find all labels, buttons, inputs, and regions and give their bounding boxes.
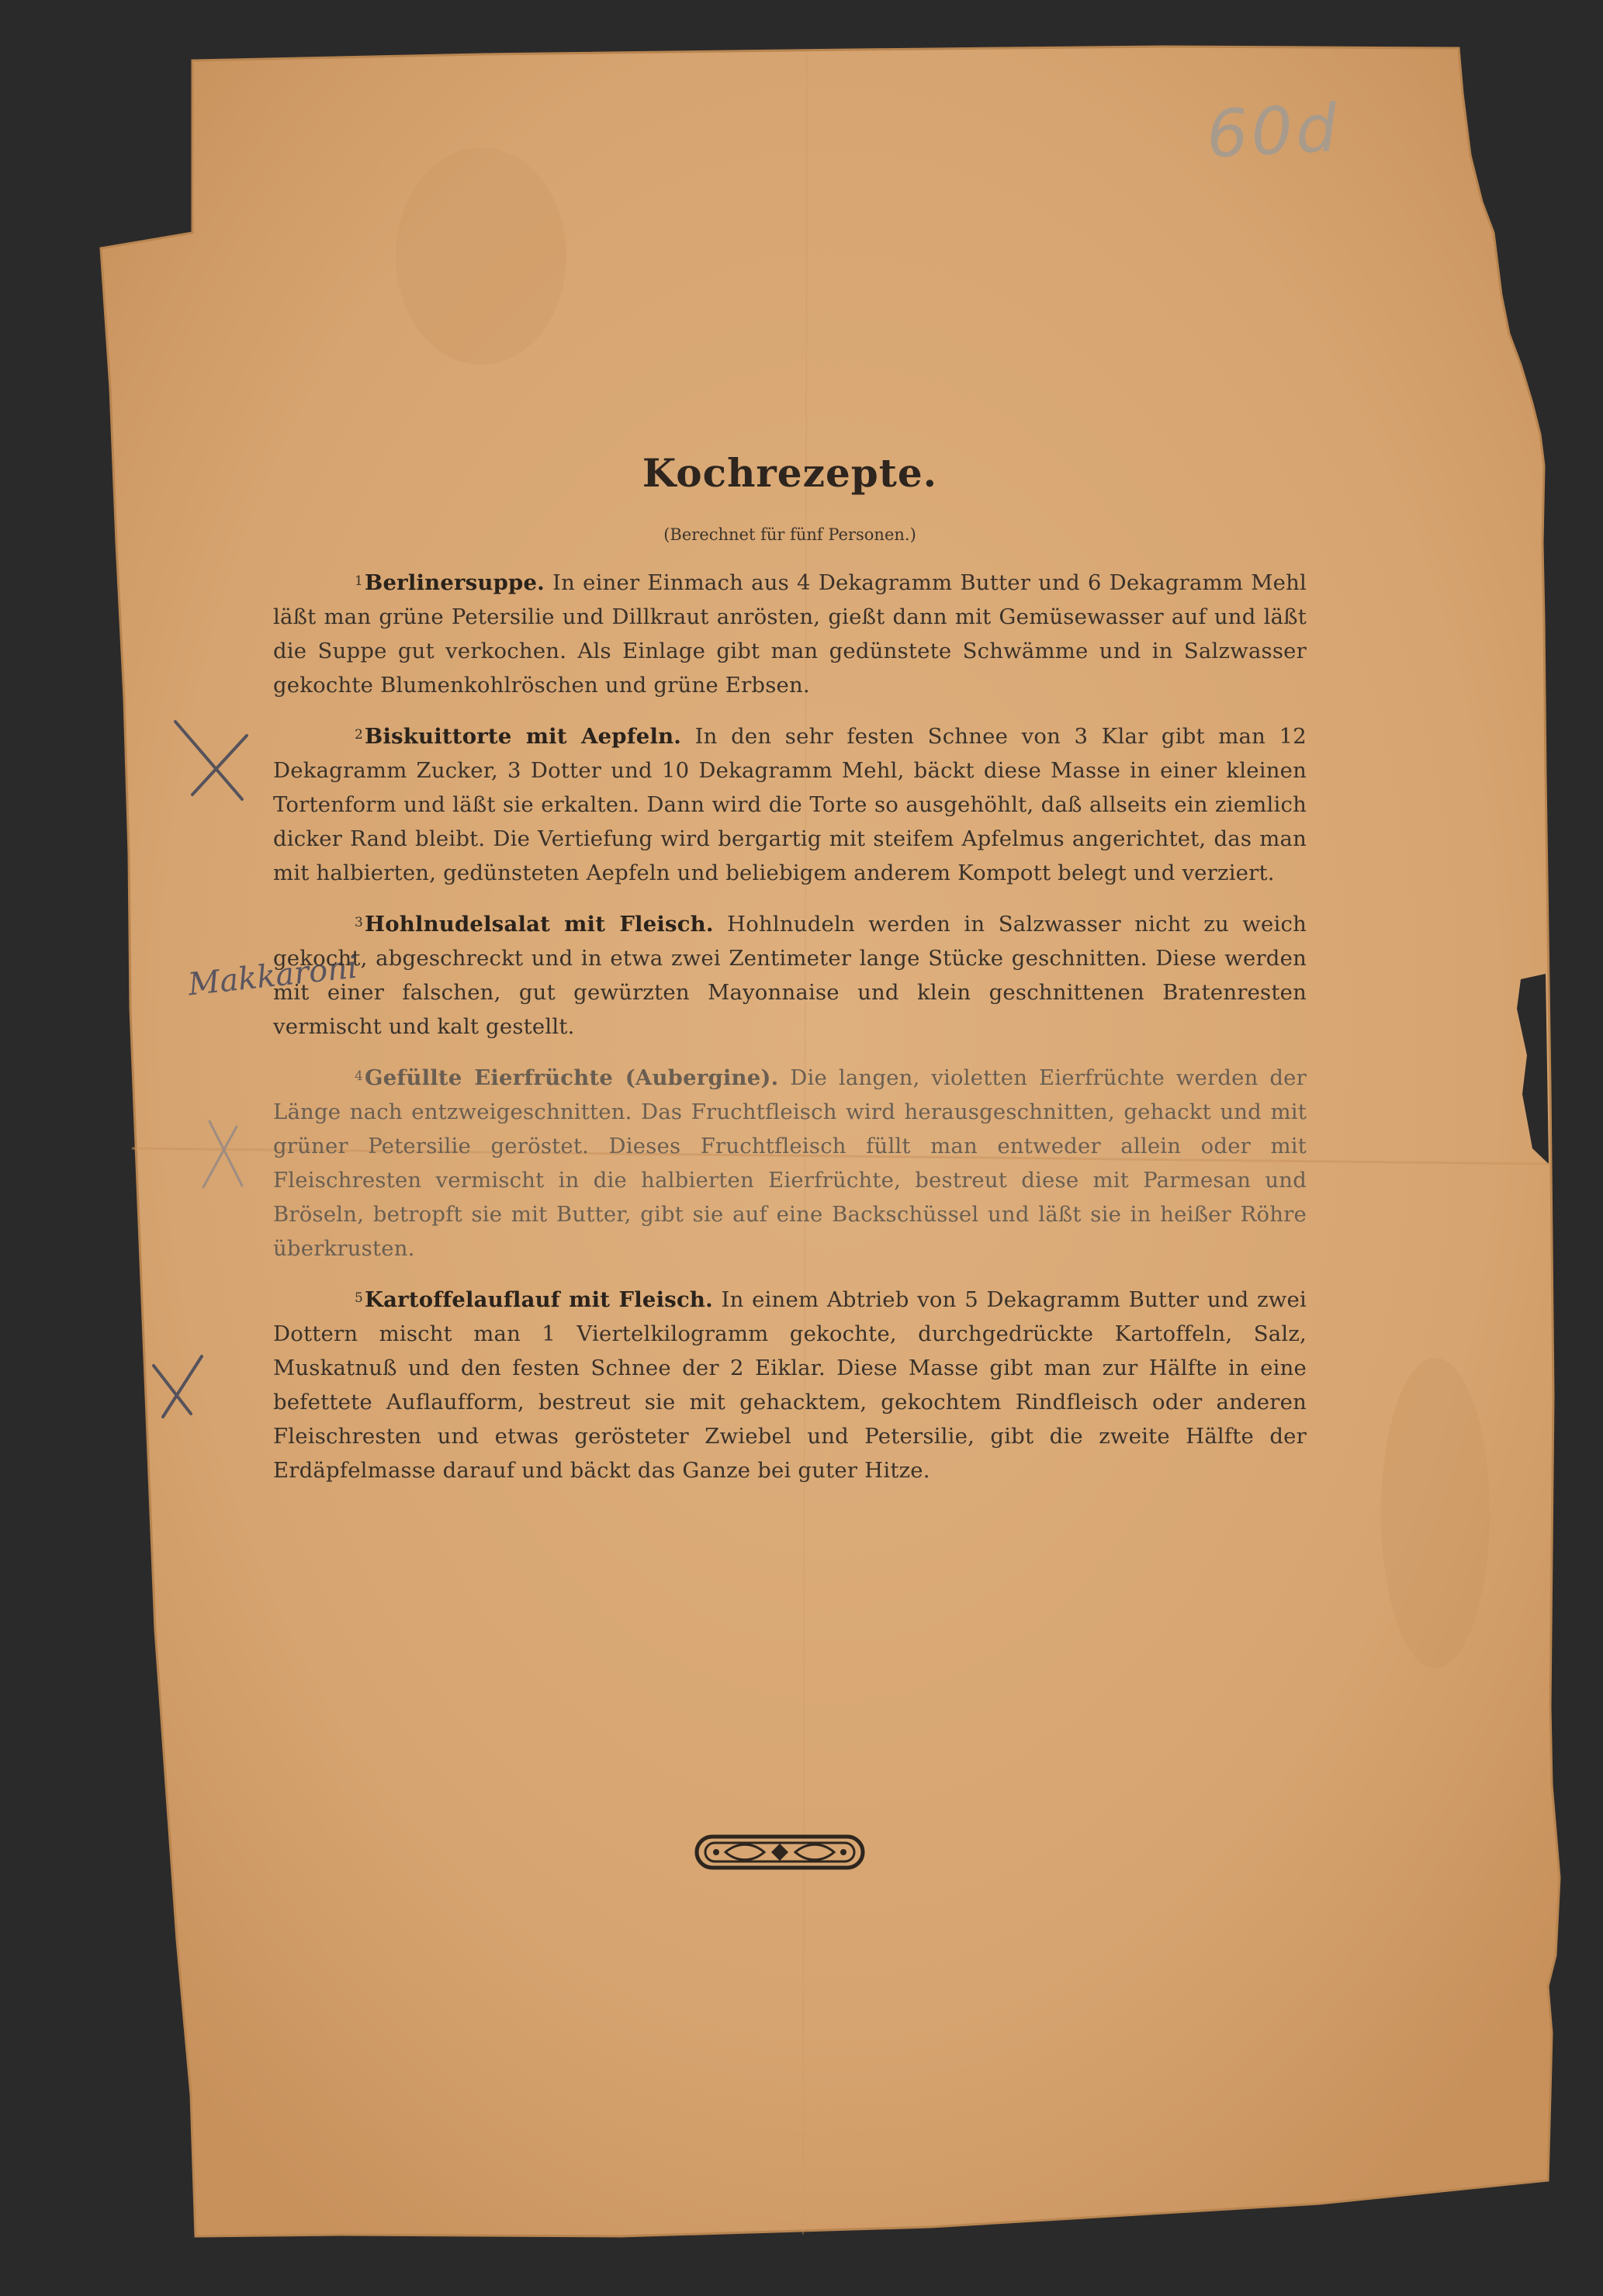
recipe-paragraph [273,566,1307,702]
recipe-title: Kartoffelauflauf mit Fleisch. [365,1287,713,1312]
ornament-icon [694,1834,865,1870]
recipe-paragraph [273,1283,1307,1487]
recipe-number: 3 [355,915,364,930]
recipe-text: In einem Abtrieb von 5 Dekagramm Butter und zwei Dottern mischt man 1 Viertelkilogramm gekochte, durchgedrückte Kartoffeln, Salz, Muskatnuß und den festen Schnee der 2 Eiklar. Diese Masse gibt man zur Hälfte in eine befettete Auflaufform, bestreut sie mit gehacktem, gekochtem Rindfleisch oder anderen Fleischresten und etwas gerösteter Zwiebel und Petersilie, gibt die zweite Hälfte der Erdäpfelmasse darauf und bäckt das Ganze bei guter Hitze. [273,1287,1307,1483]
stain [1381,1358,1490,1668]
stain [396,147,566,365]
recipe-text: Hohlnudeln werden in Salzwasser nicht zu weich gekocht, abgeschreckt und in etwa zwei Zentimeter lange Stücke geschnitten. Diese werden mit einer falschen, gut gewürzten Mayonnaise und klein geschnittenen Bratenresten vermischt und kalt gestellt. [273,912,1307,1039]
page-subtitle: (Berechnet für fünf Personen.) [663,525,916,544]
recipe-text: In einer Einmach aus 4 Dekagramm Butter und 6 Dekagramm Mehl läßt man grüne Petersilie und Dillkraut anrösten, gießt dann mit Gemüsewasser auf und läßt die Suppe gut verkochen. Als Einlage gibt man gedünstete Schwämme und in Salzwasser gekochte Blumenkohlröschen und grüne Erbsen. [273,570,1307,698]
recipe-number: 1 [355,573,364,589]
recipe-number: 4 [355,1068,364,1084]
tear-right-2 [1525,310,1540,341]
recipe-paragraph [273,907,1307,1044]
recipe-text: Die langen, violetten Eierfrüchte werden der Länge nach entzweigeschnitten. Das Fruchtfleisch wird herausgeschnitten, gehackt und mit grüner Petersilie geröstet. Dieses Fruchtfleisch füllt man entweder allein oder mit Fleischresten vermischt in die halbierten Eierfrüchte, bestreut diese mit Parmesan und Bröseln, betropft sie mit Butter, gibt sie auf eine Backschüssel und läßt sie in heißer Röhre überkrusten. [273,1065,1307,1261]
handwritten-margin-note: Makkaroni [186,949,359,1003]
recipe-title: Berlinersuppe. [365,570,545,595]
recipe-title: Biskuittorte mit Aepfeln. [365,724,682,749]
recipe-title: Hohlnudelsalat mit Fleisch. [365,912,714,937]
recipe-title: Gefüllte Eierfrüchte (Aubergine). [365,1065,779,1090]
recipe-text: In den sehr festen Schnee von 3 Klar gibt man 12 Dekagramm Zucker, 3 Dotter und 10 Dekagramm Mehl, bäckt diese Masse in einer kleinen Tortenform und läßt sie erkalten. Dann wird die Torte so ausgehöhlt, daß allseits ein ziemlich dicker Rand bleibt. Die Vertiefung wird bergartig mit steifem Apfelmus angerichtet, das man mit halbierten, gedünsteten Aepfeln und beliebigem anderem Kompott belegt und verziert. [273,724,1307,885]
recipe-number: 2 [355,727,364,743]
recipe-paragraph [273,1061,1307,1266]
recipe-paragraph [273,719,1307,890]
handwritten-page-number: 60d [1204,89,1342,173]
recipe-number: 5 [355,1290,364,1306]
recipe-sheet [273,450,1307,1505]
page-title: Kochrezepte. [642,450,938,496]
